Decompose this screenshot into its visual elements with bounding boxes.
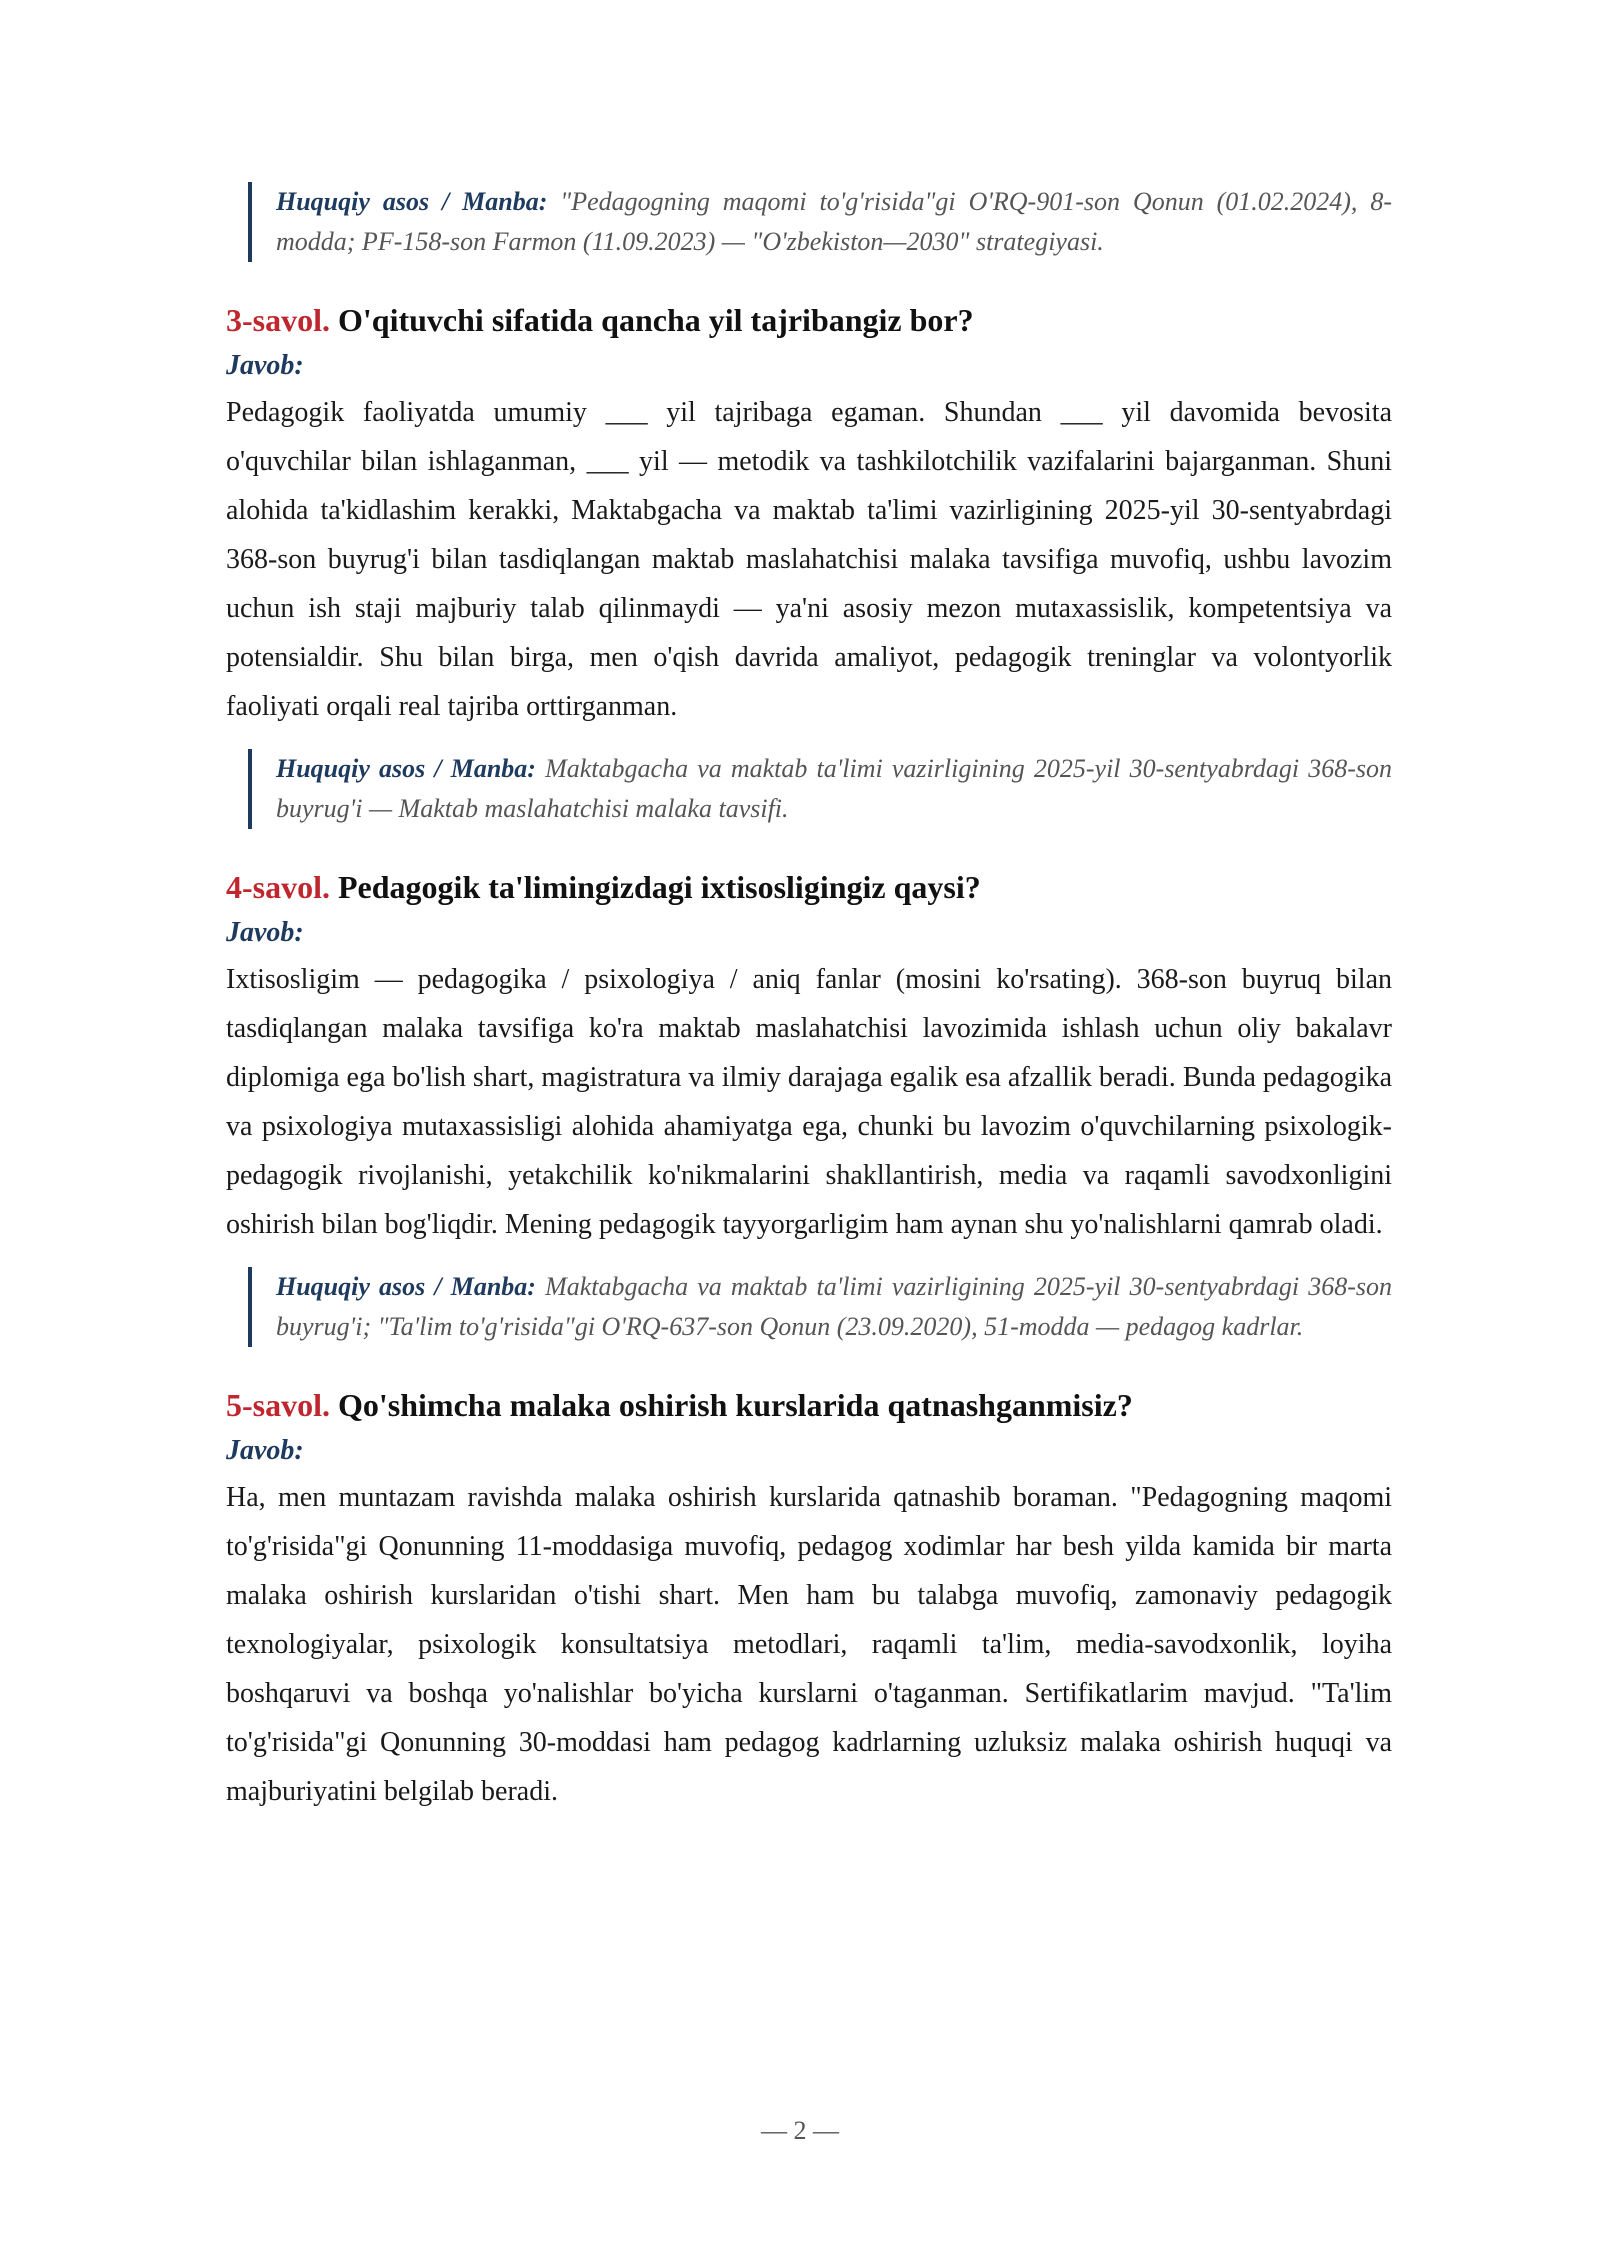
question-heading	[226, 1383, 1392, 1427]
question-title: O'qituvchi sifatida qancha yil tajribangiz bor?	[338, 302, 974, 338]
source-text: Maktabgacha va maktab ta'limi vazirligining 2025-yil 30-sentyabrdagi 368-son buyrug'i; "Ta'lim to'g'risida"gi O'RQ-637-son Qonun (23.09.2020), 51-modda — pedagog kadrlar.	[276, 1272, 1393, 1341]
answer-label: Javob:	[226, 917, 304, 948]
legal-source-block	[248, 1267, 1392, 1347]
page-number: — 2 —	[761, 2116, 839, 2145]
question-title: Qo'shimcha malaka oshirish kurslarida qatnashganmisiz?	[338, 1387, 1133, 1423]
question-section	[226, 298, 1392, 829]
answer-text: Ixtisosligim — pedagogika / psixologiya / aniq fanlar (mosini ko'rsating). 368-son buyruq bilan tasdiqlangan malaka tavsifiga ko'ra maktab maslahatchisi lavozimida ishlash uchun oliy bakalavr diplomiga ega bo'lish shart, magistratura va ilmiy darajaga egalik esa afzallik beradi. Bunda pedagogika va psixologiya mutaxassisligi alohida ahamiyatga ega, chunki bu lavozim o'quvchilarning psixologik-pedagogik rivojlanishi, yetakchilik ko'nikmalarini shakllantirish, media va raqamli savodxonligini oshirish bilan bog'liqdir. Mening pedagogik tayyorgarligim ham aynan shu yo'nalishlarni qamrab oladi.	[226, 964, 1392, 1240]
source-label: Huquqiy asos / Manba:	[276, 754, 536, 783]
source-text: Maktabgacha va maktab ta'limi vazirligining 2025-yil 30-sentyabrdagi 368-son buyrug'i — Maktab maslahatchisi malaka tavsifi.	[276, 754, 1393, 823]
question-number: 4-savol.	[226, 869, 330, 905]
document-page	[226, 182, 1392, 1834]
source-label: Huquqiy asos / Manba:	[276, 187, 548, 216]
answer-text: Pedagogik faoliyatda umumiy ___ yil tajribaga egaman. Shundan ___ yil davomida bevosita o'quvchilar bilan ishlaganman, ___ yil — metodik va tashkilotchilik vazifalarini bajarganman. Shuni alohida ta'kidlashim kerakki, Maktabgacha va maktab ta'limi vazirligining 2025-yil 30-sentyabrdagi 368-son buyrug'i bilan tasdiqlangan maktab maslahatchisi malaka tavsifiga muvofiq, ushbu lavozim uchun ish staji majburiy talab qilinmaydi — ya'ni asosiy mezon mutaxassislik, kompetentsiya va potensialdir. Shu bilan birga, men o'qish davrida amaliyot, pedagogik treninglar va volontyorlik faoliyati orqali real tajriba orttirganman.	[226, 397, 1392, 722]
legal-source-block	[248, 182, 1392, 262]
question-section	[226, 865, 1392, 1347]
source-text: "Pedagogning maqomi to'g'risida"gi O'RQ-901-son Qonun (01.02.2024), 8-modda; PF-158-son Farmon (11.09.2023) — "O'zbekiston—2030" strategiyasi.	[276, 187, 1392, 256]
question-title: Pedagogik ta'limingizdagi ixtisosligingiz qaysi?	[338, 869, 981, 905]
answer-label: Javob:	[226, 350, 304, 381]
question-number: 3-savol.	[226, 302, 330, 338]
question-number: 5-savol.	[226, 1387, 330, 1423]
answer-label: Javob:	[226, 1435, 304, 1466]
source-label: Huquqiy asos / Manba:	[276, 1272, 536, 1301]
question-heading	[226, 865, 1392, 909]
question-section	[226, 1383, 1392, 1816]
question-heading	[226, 298, 1392, 342]
legal-source-block	[248, 749, 1392, 829]
answer-text: Ha, men muntazam ravishda malaka oshirish kurslarida qatnashib boraman. "Pedagogning maqomi to'g'risida"gi Qonunning 11-moddasiga muvofiq, pedagog xodimlar har besh yilda kamida bir marta malaka oshirish kurslaridan o'tishi shart. Men ham bu talabga muvofiq, zamonaviy pedagogik texnologiyalar, psixologik konsultatsiya metodlari, raqamli ta'lim, media-savodxonlik, loyiha boshqaruvi va boshqa yo'nalishlar bo'yicha kurslarni o'taganman. Sertifikatlarim mavjud. "Ta'lim to'g'risida"gi Qonunning 30-moddasi ham pedagog kadrlarning uzluksiz malaka oshirish huquqi va majburiyatini belgilab beradi.	[226, 1482, 1392, 1807]
